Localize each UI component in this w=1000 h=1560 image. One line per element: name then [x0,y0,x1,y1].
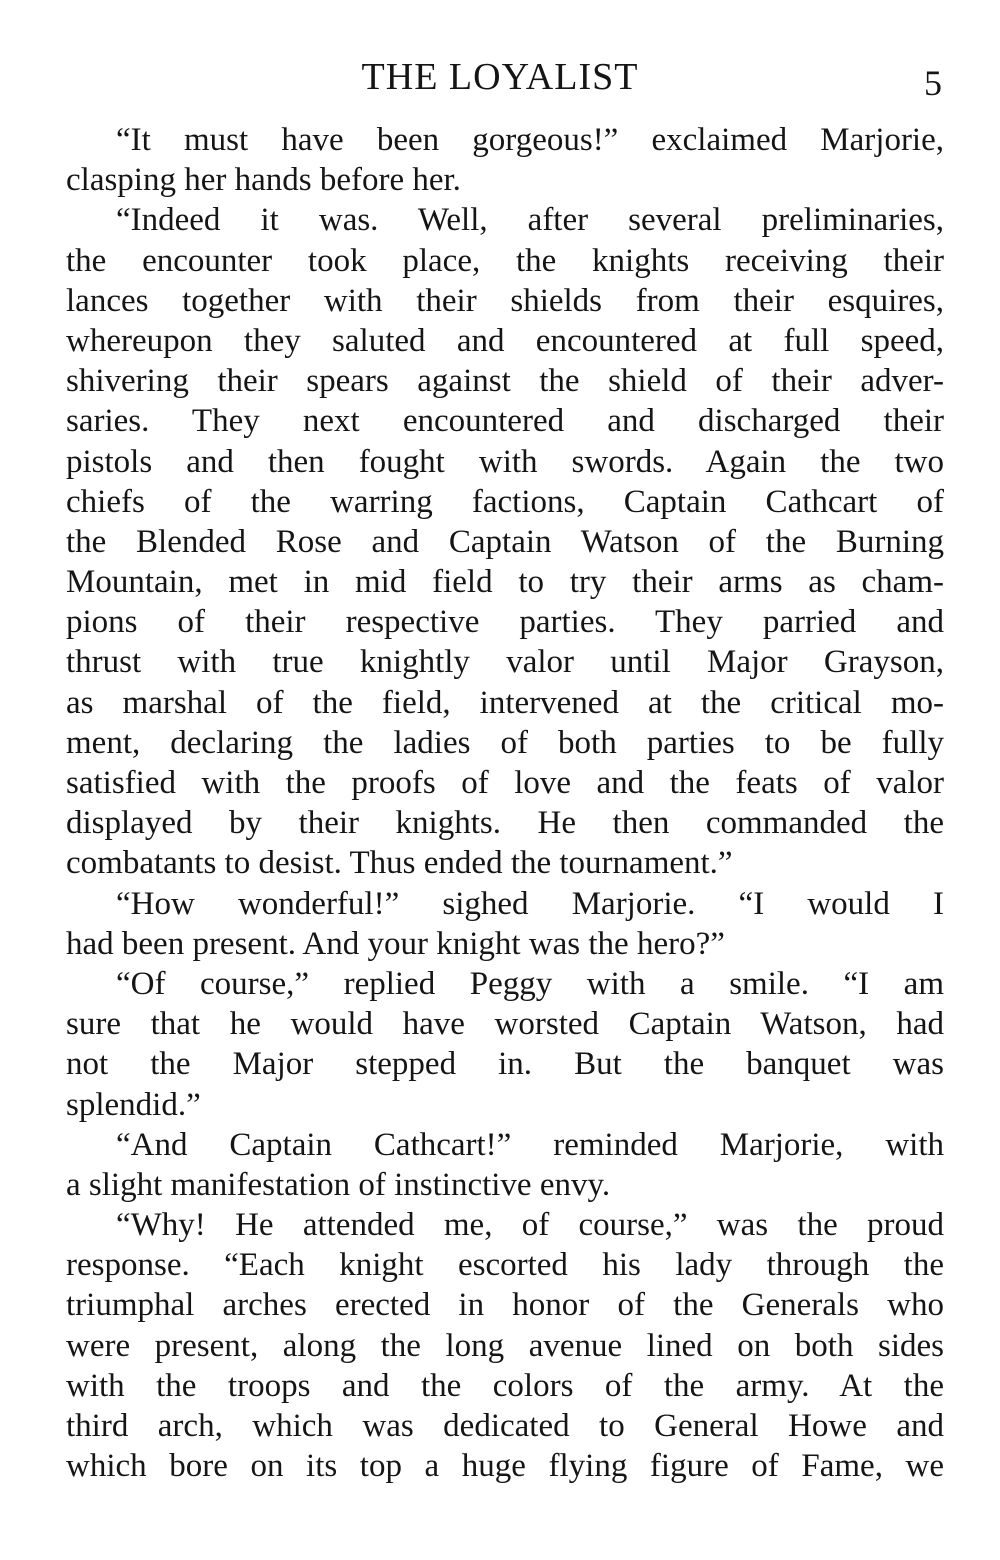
text-line: as marshal of the field, intervened at the critical mo- [66,684,944,721]
text-line: had been present. And your knight was the hero?” [66,925,725,962]
text-line: chiefs of the warring factions, Captain Cathcart of [66,483,944,520]
text-line: clasping her hands before her. [66,162,461,199]
text-line: pions of their respective parties. They parried and [66,604,944,641]
text-line: “And Captain Cathcart!” reminded Marjorie, with [116,1126,944,1163]
text-line: the Blended Rose and Captain Watson of the Burning [66,523,944,560]
text-line: the encounter took place, the knights receiving their [66,242,944,279]
text-line: ment, declaring the ladies of both parties to be fully [66,724,944,761]
text-line: were present, along the long avenue lined on both sides [66,1327,944,1364]
text-line: whereupon they saluted and encountered at full speed, [66,322,944,359]
text-line: satisfied with the proofs of love and the feats of valor [66,765,944,801]
text-line: Mountain, met in mid field to try their arms as cham- [66,564,944,601]
text-line: displayed by their knights. He then commanded the [66,805,944,842]
page-number: 5 [924,63,942,103]
text-line: third arch, which was dedicated to General Howe and [66,1408,944,1444]
text-line: saries. They next encountered and discharged their [66,403,944,440]
text-line: lances together with their shields from their esquires, [66,282,944,319]
text-line: “Why! He attended me, of course,” was the proud [116,1207,944,1244]
text-line: a slight manifestation of instinctive envy. [66,1166,611,1203]
text-line: “How wonderful!” sighed Marjorie. “I would I [116,885,944,922]
text-line: which bore on its top a huge flying figure of Fame, we [66,1448,944,1485]
text-line: not the Major stepped in. But the banquet was [66,1046,944,1083]
text-line: combatants to desist. Thus ended the tournament.” [66,845,733,882]
text-line: pistols and then fought with swords. Again the two [66,443,944,480]
text-line: shivering their spears against the shield of their adver- [66,363,944,400]
text-line: “Of course,” replied Peggy with a smile. “I am [116,965,944,1002]
text-line: splendid.” [66,1086,201,1123]
text-line: “It must have been gorgeous!” exclaimed Marjorie, [116,122,944,158]
body-text [66,120,944,1486]
text-line: sure that he would have worsted Captain Watson, had [66,1006,944,1043]
running-header [0,52,1000,102]
running-title: THE LOYALIST [361,56,639,98]
text-line: thrust with true knightly valor until Major Grayson, [66,644,944,681]
text-line: “Indeed it was. Well, after several preliminaries, [116,202,944,239]
text-line: response. “Each knight escorted his lady through the [66,1247,944,1284]
text-line: with the troops and the colors of the army. At the [66,1367,944,1404]
text-line: triumphal arches erected in honor of the Generals who [66,1287,944,1324]
